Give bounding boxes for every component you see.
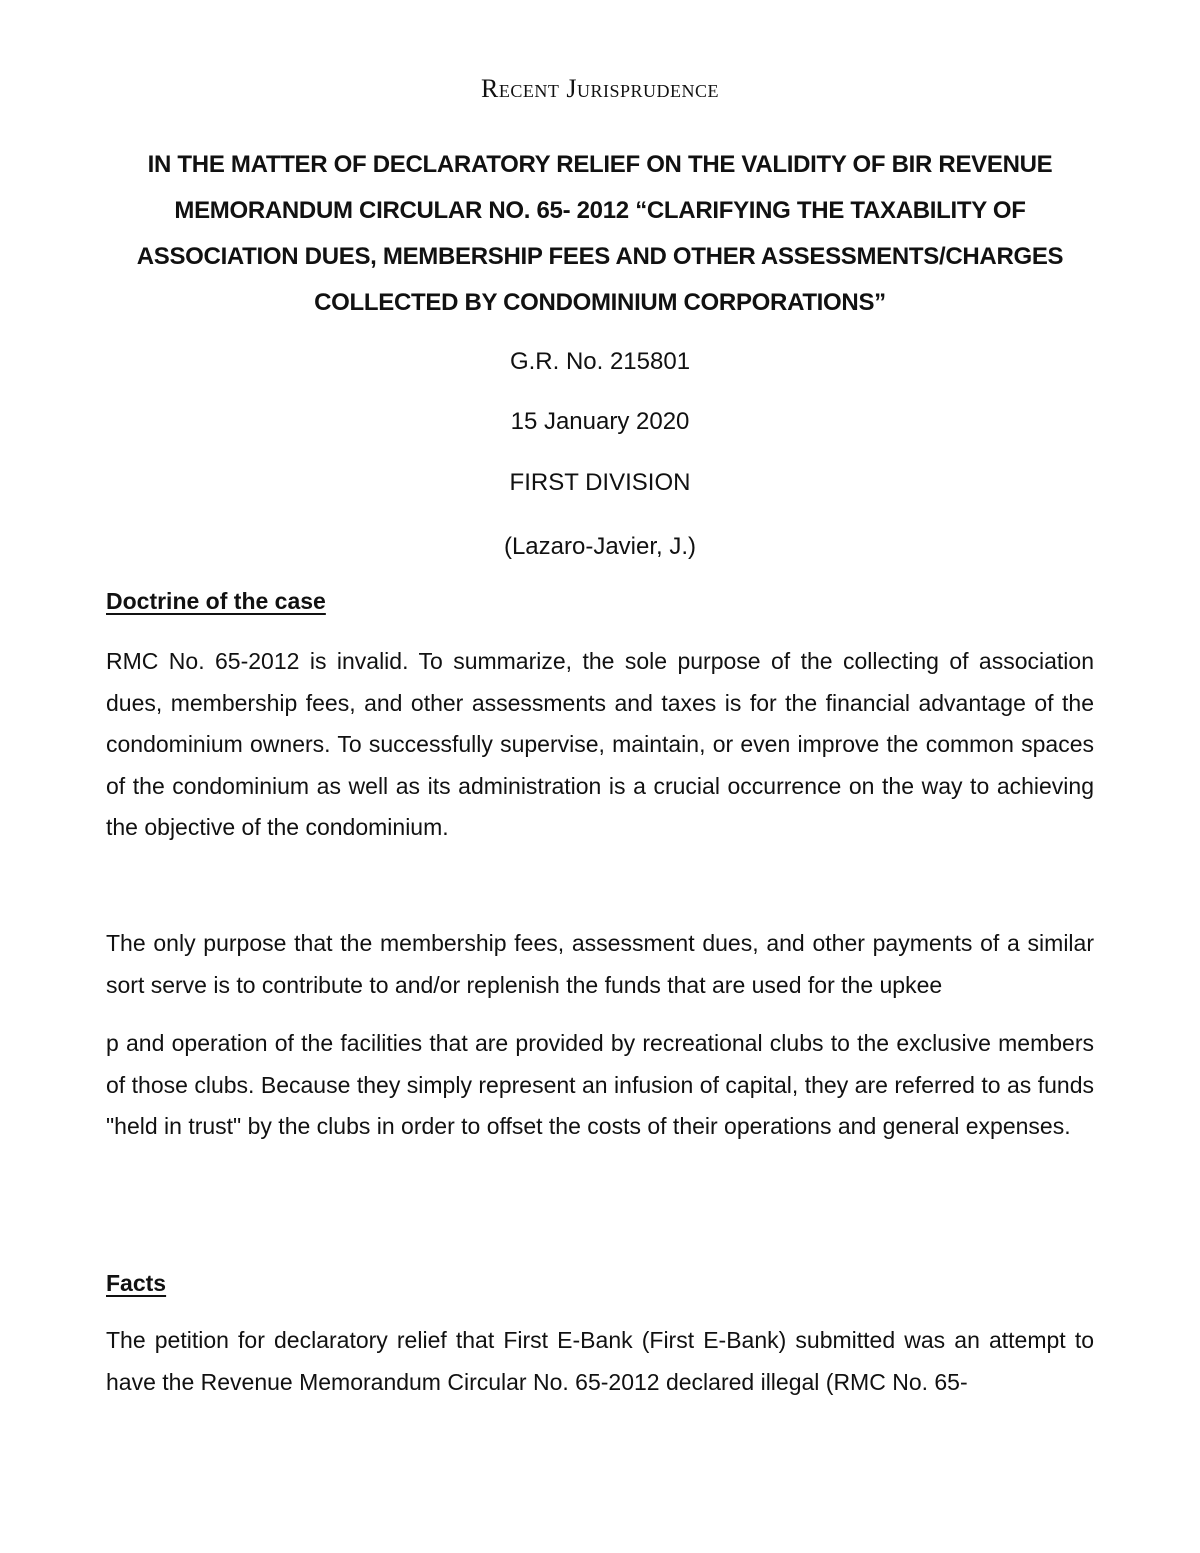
case-title: IN THE MATTER OF DECLARATORY RELIEF ON THE VALIDITY OF BIR REVENUE MEMORANDUM CIRCULAR NO. 65- 2012 “CLARIFYING THE TAXABILITY OF ASSOCIATION DUES, MEMBERSHIP FEES AND OTHER ASSESSMENTS/CHARGES COLLECTED BY CONDOMINIUM CORPORATIONS” bbox=[136, 151, 1064, 316]
facts-heading: Facts bbox=[106, 1270, 167, 1296]
facts-paragraph-1: The petition for declaratory relief that First E-Bank (First E-Bank) submitted was an attempt to have the Revenue Memorandum Circular No. 65-2012 declared illegal (RMC No. 65- bbox=[106, 1327, 1094, 1395]
doctrine-paragraph-2a: The only purpose that the membership fees, assessment dues, and other payments of a similar sort serve is to contribute to and/or replenish the funds that are used for the upkee bbox=[106, 930, 1094, 998]
court-division: FIRST DIVISION bbox=[509, 469, 691, 496]
decision-date: 15 January 2020 bbox=[510, 408, 690, 435]
doctrine-paragraph-1: RMC No. 65-2012 is invalid. To summarize, the sole purpose of the collecting of association dues, membership fees, and other assessments and taxes is for the financial advantage of the condominium owners. To successfully supervise, maintain, or even improve the common spaces of the condominium as well as its administration is a crucial occurrence on the way to achieving the objective of the condominium. bbox=[106, 648, 1094, 840]
doctrine-heading: Doctrine of the case bbox=[106, 588, 326, 614]
doctrine-paragraph-2b: p and operation of the facilities that are provided by recreational clubs to the exclusive members of those clubs. Because they simply represent an infusion of capital, they are referred to as funds "held in trust" by the clubs in order to offset the costs of their operations and general expenses. bbox=[106, 1030, 1094, 1139]
ponente: (Lazaro-Javier, J.) bbox=[503, 533, 697, 560]
gr-number: G.R. No. 215801 bbox=[509, 348, 691, 375]
running-head: Recent Jurisprudence bbox=[481, 74, 719, 103]
